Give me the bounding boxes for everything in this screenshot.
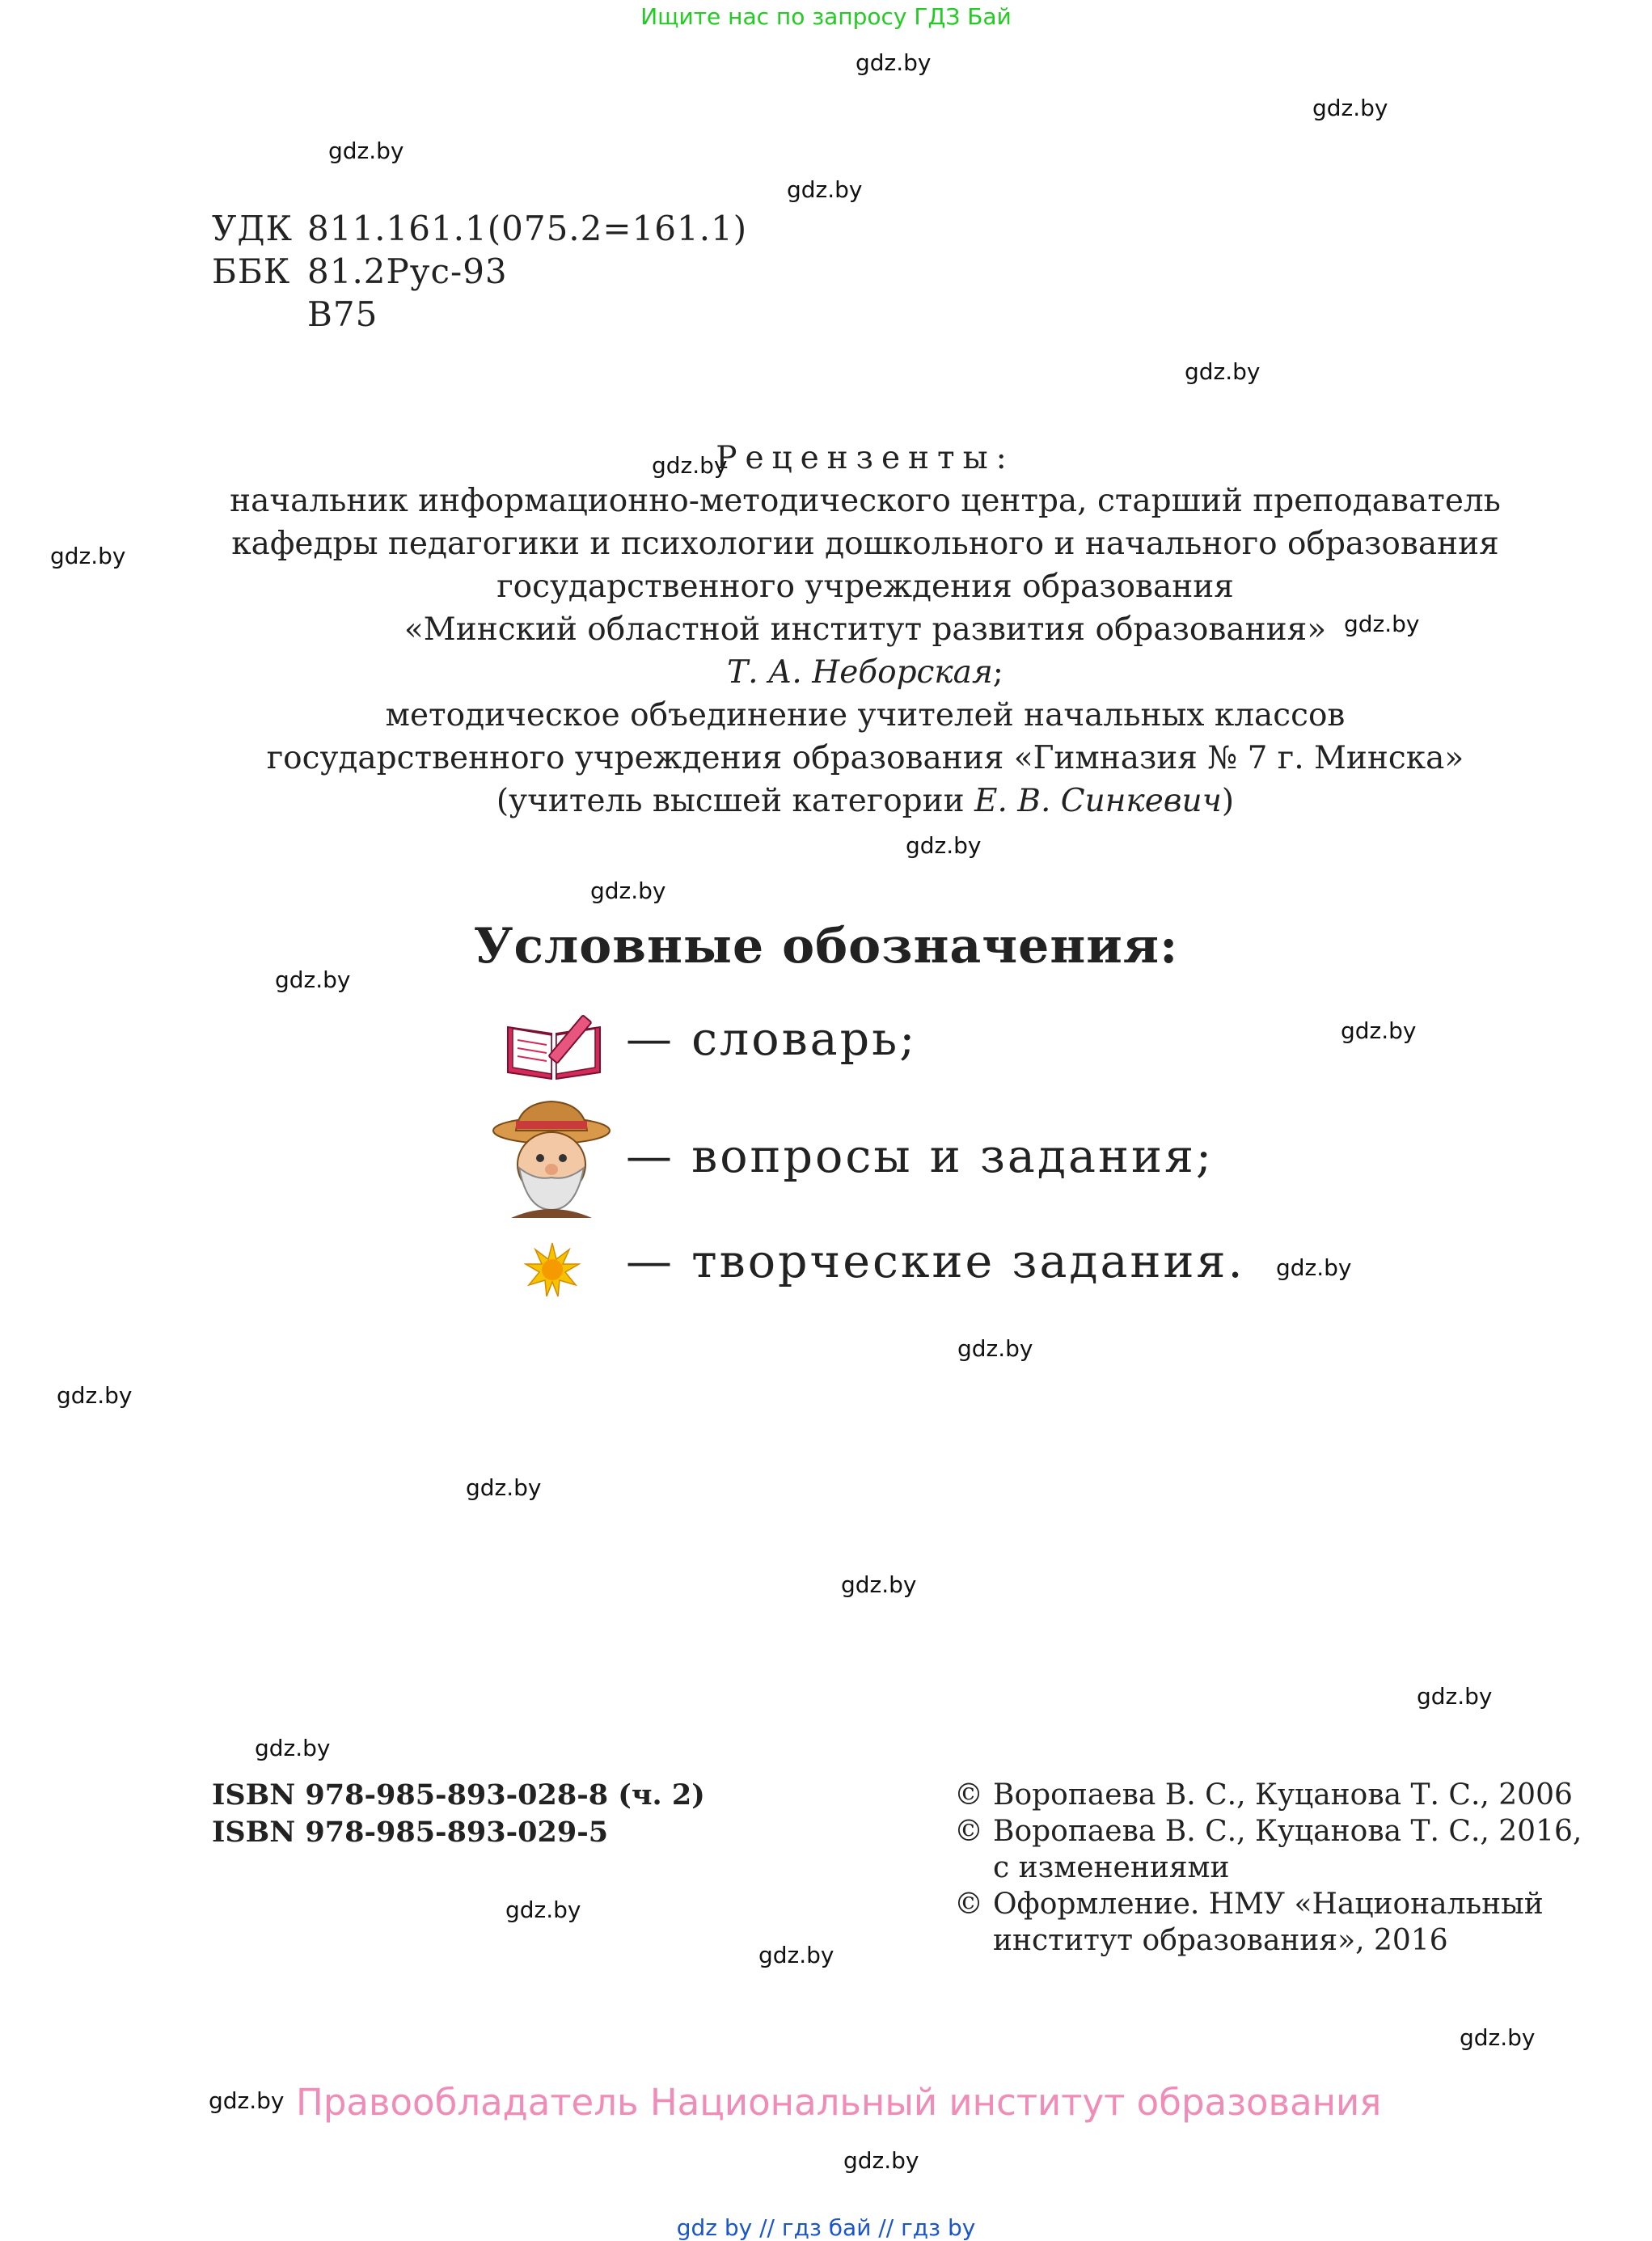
top-banner[interactable]: Ищите нас по запросу ГДЗ Бай [640,3,1012,30]
watermark: gdz.by [1276,1254,1352,1281]
watermark: gdz.by [758,1942,834,1968]
udk-value: 811.161.1(075.2=161.1) [307,209,748,248]
bbk-row [212,250,747,293]
reviewer-name: Т. А. Неборская [727,654,993,691]
link-separator: // [759,2214,775,2241]
legend-item-text: — творческие задания. [626,1235,1245,1288]
reviewer-line: начальник информационно-методического центра, старший преподаватель [230,483,1501,519]
legend-item-text: — вопросы и задания; [626,1130,1215,1183]
legend-title: Условные обозначения: [473,918,1179,975]
watermark: gdz.by [1312,95,1388,121]
reviewer-line: (учитель высшей категории Е. В. Синкевич) [496,783,1235,819]
udk-row [212,207,747,250]
reviewer-line: государственного учреждения образования «Гимназия № 7 г. Минска» [266,740,1464,776]
watermark: gdz.by [505,1896,581,1923]
reviewer-line: государственного учреждения образования [496,569,1234,605]
link-gdz-by[interactable]: gdz by [676,2214,753,2241]
link-gdz-bai[interactable]: гдз бай [781,2214,872,2241]
watermark: gdz.by [787,176,863,203]
legend-item-text: — словарь; [626,1013,918,1066]
isbn-block [212,1777,705,1851]
watermark: gdz.by [466,1474,542,1501]
copyright-line: с изменениями [993,1851,1230,1884]
old-man-character-icon [487,1097,616,1221]
copyright-line: Оформление. НМУ «Национальный [993,1888,1544,1921]
watermark: gdz.by [275,966,351,993]
bbk-value: 81.2Рус-93 [307,252,508,291]
author-mark-row [212,293,747,336]
link-separator: // [878,2214,894,2241]
copyright-symbol: © [954,1815,983,1848]
reviewer-line: кафедры педагогики и психологии дошкольного и начального образования [231,526,1499,562]
watermark: gdz.by [50,543,126,569]
reviewer-line: «Минский областной институт развития образования» [403,611,1327,648]
watermark: gdz.by [209,2087,285,2114]
reviewers-block [186,437,1544,822]
reviewer-name: Е. В. Синкевич [974,783,1222,819]
watermark: gdz.by [590,877,666,904]
watermark: gdz.by [1341,1017,1417,1044]
watermark: gdz.by [957,1335,1033,1362]
sun-icon [524,1241,581,1298]
watermark: gdz.by [255,1735,331,1761]
classification-codes [212,207,747,336]
copyright-symbol: © [954,1778,983,1812]
copyright-block [954,1777,1582,1959]
watermark: gdz.by [1460,2024,1536,2051]
watermark: gdz.by [906,832,982,859]
watermark: gdz.by [652,452,728,479]
bbk-label: ББК [212,252,291,291]
rights-holder: Правообладатель Национальный институт образования [296,2081,1382,2124]
dictionary-book-pencil-icon [503,1009,606,1082]
udk-label: УДК [212,209,294,248]
isbn-line: ISBN 978-985-893-029-5 [212,1816,609,1849]
reviewer-name-line: Т. А. Неборская; [727,654,1003,691]
watermark: gdz.by [856,49,932,76]
copyright-line: Воропаева В. С., Куцанова Т. С., 2006 [993,1778,1573,1812]
isbn-line: ISBN 978-985-893-028-8 (ч. 2) [212,1778,705,1812]
watermark: gdz.by [1344,611,1420,637]
watermark: gdz.by [1417,1683,1493,1710]
watermark: gdz.by [843,2147,919,2174]
bottom-links [0,2214,1652,2241]
copyright-line: институт образования», 2016 [993,1924,1448,1957]
watermark: gdz.by [57,1382,133,1409]
watermark: gdz.by [1185,358,1261,385]
copyright-line: Воропаева В. С., Куцанова Т. С., 2016, [993,1815,1582,1848]
author-mark: В75 [307,294,378,334]
copyright-symbol: © [954,1888,983,1921]
reviewer-line: методическое объединение учителей начальных классов [385,697,1346,734]
watermark: gdz.by [841,1571,917,1598]
link-gdz-by-cyr[interactable]: гдз by [901,2214,976,2241]
reviewers-title: Рецензенты: [716,440,1015,476]
watermark: gdz.by [328,137,404,164]
